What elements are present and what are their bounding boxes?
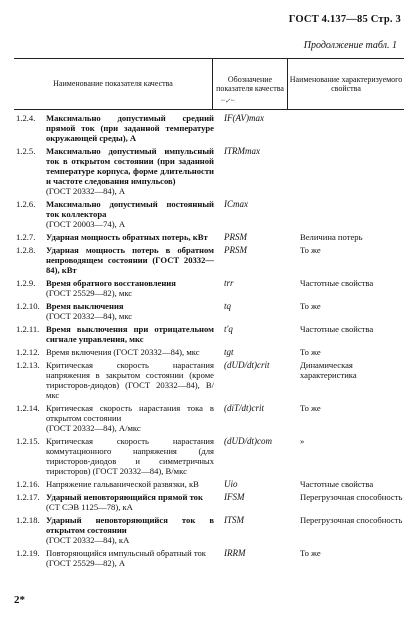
row-name-main: Критическая скорость нарастания коммутационного напряжения (для тиристоров-диодов и симметричных тиристоров) (ГОСТ 20332—84), В/мкс: [46, 436, 214, 476]
row-number: 1.2.17.: [16, 492, 40, 502]
row-name: [46, 548, 214, 568]
row-number: 1.2.12.: [16, 347, 40, 357]
page-mark: 2*: [14, 594, 25, 606]
header-symbol: [213, 59, 288, 109]
row-name-reference: (ГОСТ 20332—84), кА: [46, 535, 130, 545]
table-row: [14, 548, 404, 568]
table-row: [14, 324, 404, 344]
table-row: [14, 146, 404, 196]
row-number: 1.2.10.: [16, 301, 40, 311]
table-row: [14, 436, 404, 476]
row-property: То же: [300, 403, 321, 413]
row-symbol: trr: [224, 278, 234, 288]
row-name-main: Ударная мощность потерь в обратном непроводящем состоянии (ГОСТ 20332—84), кВт: [46, 245, 214, 275]
row-property: Перегрузочная способность: [300, 492, 403, 502]
row-property: То же: [300, 548, 321, 558]
row-symbol: Uio: [224, 479, 238, 489]
table-row: [14, 113, 404, 143]
row-name-main: Ударная мощность обратных потерь, кВт: [46, 232, 208, 242]
header-name: Наименование показателя качества: [14, 59, 213, 109]
row-property: Частотные свойства: [300, 324, 374, 334]
table-row: [14, 278, 404, 298]
row-symbol: IRRM: [224, 548, 246, 558]
row-name-main: Максимально допустимый постоянный ток коллектора: [46, 199, 214, 219]
row-symbol: (diT/dt)crit: [224, 403, 264, 413]
table-row: [14, 245, 404, 275]
row-number: 1.2.18.: [16, 515, 40, 525]
table-row: [14, 492, 404, 512]
row-symbol: PRSM: [224, 232, 247, 242]
row-number: 1.2.4.: [16, 113, 36, 123]
table-body: [14, 113, 404, 568]
row-number: 1.2.6.: [16, 199, 36, 209]
row-name-main: Максимально допустимый импульсный ток в открытом состоянии (при заданной температуре корпуса, форме длительности и частоте следования импульсов): [46, 146, 214, 186]
page-header: ГОСТ 4.137—85 Стр. 3: [288, 14, 401, 25]
row-name-reference: (ГОСТ 25529—82), мкс: [46, 288, 133, 298]
header-property: Наименование характеризуемого свойства: [289, 74, 403, 93]
row-name-main: Критическая скорость нарастания тока в открытом состоянии: [46, 403, 214, 423]
row-name-main: Ударный неповторяющийся прямой ток: [46, 492, 203, 502]
table-continuation-label: Продолжение табл. 1: [303, 40, 397, 51]
row-name-reference: (ГОСТ 20332—84), А/мкс: [46, 423, 141, 433]
row-name-reference: (ГОСТ 20332—84), А: [46, 186, 126, 196]
row-symbol: tq: [224, 301, 232, 311]
row-name: [46, 232, 214, 242]
row-name: [46, 278, 214, 298]
row-number: 1.2.9.: [16, 278, 36, 288]
row-symbol: ICmax: [224, 199, 248, 209]
row-number: 1.2.19.: [16, 548, 40, 558]
row-name-main: Время включения (ГОСТ 20332—84), мкс: [46, 347, 200, 357]
table-row: [14, 232, 404, 242]
row-symbol: IF(AV)max: [224, 113, 265, 123]
row-name: [46, 324, 214, 344]
row-name: [46, 301, 214, 321]
row-property: То же: [300, 301, 321, 311]
row-name-main: Повторяющийся импульсный обратный ток: [46, 548, 206, 558]
row-name: [46, 479, 214, 489]
handwritten-mark-icon: ~✓~: [221, 96, 235, 105]
row-symbol: tgt: [224, 347, 234, 357]
row-property: Частотные свойства: [300, 479, 374, 489]
row-name: [46, 113, 214, 143]
row-name: [46, 515, 214, 545]
row-name-main: Критическая скорость нарастания напряжения в закрытом состоянии (кроме тиристоров-диодов) (ГОСТ 20332—84), В/мкс: [46, 360, 214, 400]
row-symbol: (dUD/dt)com: [224, 436, 272, 446]
row-name: [46, 347, 214, 357]
row-symbol: PRSM: [224, 245, 247, 255]
row-number: 1.2.13.: [16, 360, 40, 370]
row-property: То же: [300, 245, 321, 255]
table-row: [14, 199, 404, 229]
table-row: [14, 360, 404, 400]
row-property: »: [300, 436, 305, 446]
row-number: 1.2.8.: [16, 245, 36, 255]
row-property: Перегрузочная способность: [300, 515, 403, 525]
row-name-reference: (СТ СЭВ 1125—78), кА: [46, 502, 133, 512]
row-property: Частотные свойства: [300, 278, 374, 288]
quality-indicators-table: [14, 58, 404, 568]
row-name: [46, 492, 214, 512]
row-property: Величина потерь: [300, 232, 363, 242]
header-symbol-label: Обозначение показателя качества: [216, 74, 284, 93]
row-number: 1.2.14.: [16, 403, 40, 413]
table-row: [14, 347, 404, 357]
row-property: То же: [300, 347, 321, 357]
table-row: [14, 515, 404, 545]
row-name: [46, 403, 214, 433]
row-number: 1.2.15.: [16, 436, 40, 446]
row-name-main: Максимально допустимый средний прямой ток (при заданной температуре окружающей среды), А: [46, 113, 214, 143]
row-name: [46, 146, 214, 196]
row-number: 1.2.16.: [16, 479, 40, 489]
table-row: [14, 403, 404, 433]
row-name: [46, 436, 214, 476]
table-row: [14, 301, 404, 321]
row-symbol: t'q: [224, 324, 233, 334]
row-name: [46, 360, 214, 400]
row-name-main: Время выключения при отрицательном сигнале управления, мкс: [46, 324, 214, 344]
row-name-reference: (ГОСТ 25529—82), А: [46, 558, 126, 568]
row-symbol: ITSM: [224, 515, 244, 525]
table-header: [14, 58, 404, 110]
row-property: Динамическая характеристика: [300, 360, 357, 380]
row-number: 1.2.5.: [16, 146, 36, 156]
row-name-main: Время обратного восстановления: [46, 278, 176, 288]
row-number: 1.2.7.: [16, 232, 36, 242]
row-symbol: (dUD/dt)crit: [224, 360, 270, 370]
table-row: [14, 479, 404, 489]
row-name-main: Время выключения: [46, 301, 124, 311]
row-name-main: Ударный неповторяющийся ток в открытом состоянии: [46, 515, 214, 535]
row-name: [46, 199, 214, 229]
row-name-reference: (ГОСТ 20332—84), мкс: [46, 311, 133, 321]
row-name: [46, 245, 214, 275]
row-name-main: Напряжение гальванической развязки, кВ: [46, 479, 199, 489]
row-number: 1.2.11.: [16, 324, 40, 334]
row-symbol: IFSM: [224, 492, 245, 502]
row-symbol: ITRMmax: [224, 146, 260, 156]
row-name-reference: (ГОСТ 20003—74), А: [46, 219, 126, 229]
